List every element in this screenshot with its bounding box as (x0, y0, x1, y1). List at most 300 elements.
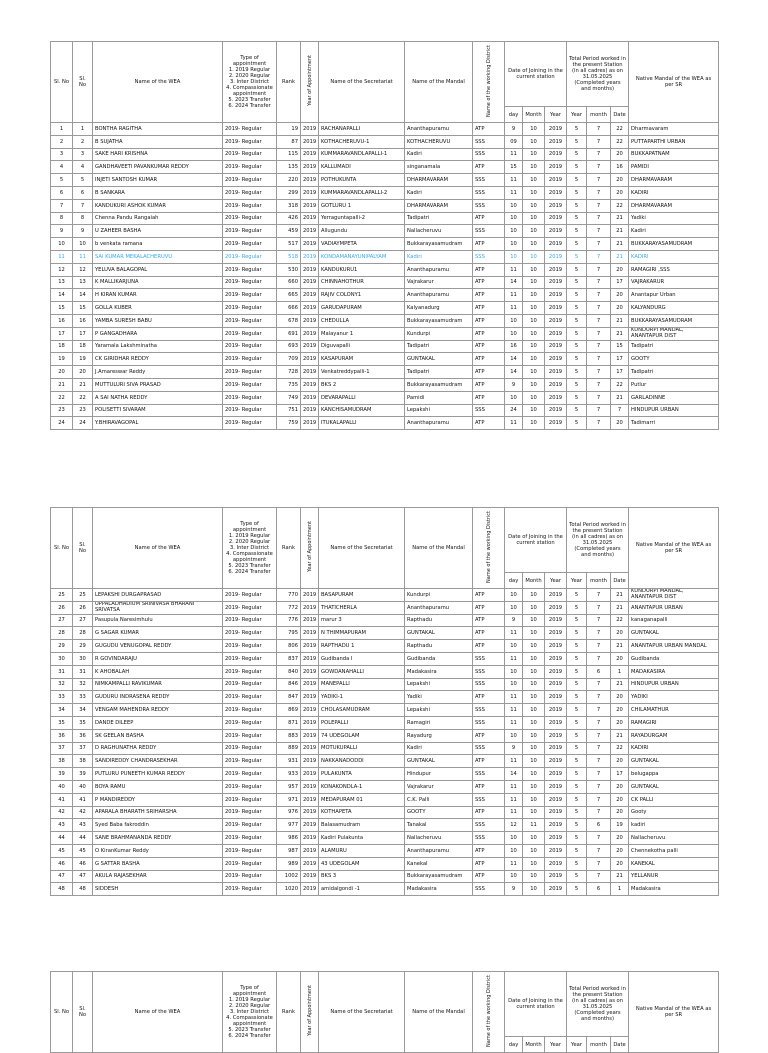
table-cell: 735 (277, 378, 301, 391)
table-cell: SSS (473, 704, 505, 717)
col-district (473, 508, 505, 589)
table-cell: Tadipatri (629, 340, 719, 353)
table-cell: THATICHERLA (319, 601, 405, 614)
table-row (51, 263, 719, 276)
table-cell: 7 (587, 314, 611, 327)
table-cell: 21 (611, 601, 629, 614)
table-cell: Nallacheruvu (629, 832, 719, 845)
table-cell: KADIRI (629, 186, 719, 199)
table-cell: 2019 (545, 704, 567, 717)
table-cell: 5 (51, 174, 73, 187)
table-cell: NIMKAMPALLI RAVIKUMAR (93, 678, 223, 691)
table-cell: 2019 (301, 614, 319, 627)
table-cell: POLISETTI SIVARAM (93, 404, 223, 417)
table-header (51, 42, 719, 123)
table-cell: ATP (473, 589, 505, 602)
table-cell: 5 (567, 665, 587, 678)
table-cell: 10 (523, 250, 545, 263)
table-row (51, 716, 719, 729)
table-cell: KALYANDURG (629, 302, 719, 315)
table-cell: 2019- Regular (223, 340, 277, 353)
table-cell: 2019 (301, 135, 319, 148)
table-cell: 2019- Regular (223, 780, 277, 793)
table-cell: GUNTAKAL (629, 627, 719, 640)
table-cell: 2019 (545, 793, 567, 806)
table-cell: 2019- Regular (223, 729, 277, 742)
table-cell: 2019 (301, 678, 319, 691)
table-cell: 2019 (301, 652, 319, 665)
table-cell: 10 (523, 135, 545, 148)
col-sl-no: Sl. No (51, 42, 73, 123)
table-cell: DHARMAVARAM (629, 174, 719, 187)
col-sl-no-2: Sl. No (73, 508, 93, 589)
table-row (51, 417, 719, 430)
table-cell: 21 (611, 729, 629, 742)
table-cell: 11 (505, 263, 523, 276)
table-cell: 931 (277, 755, 301, 768)
table-cell: 2019- Regular (223, 844, 277, 857)
table-row (51, 250, 719, 263)
table-cell: 2019- Regular (223, 391, 277, 404)
table-cell: 2019- Regular (223, 614, 277, 627)
table-cell: 2019 (545, 135, 567, 148)
table-cell: 2019- Regular (223, 314, 277, 327)
table-cell: 2019 (301, 212, 319, 225)
table-cell: 7 (587, 601, 611, 614)
table-cell: 6 (587, 819, 611, 832)
table-cell: 27 (73, 614, 93, 627)
table-cell: MANEPALLI (319, 678, 405, 691)
table-cell: 2019- Regular (223, 174, 277, 187)
table-cell: 5 (567, 289, 587, 302)
table-cell: 28 (73, 627, 93, 640)
table-row (51, 135, 719, 148)
table-cell: 14 (51, 289, 73, 302)
table-cell: 5 (567, 844, 587, 857)
table-cell: 7 (587, 353, 611, 366)
table-cell: 10 (523, 780, 545, 793)
table-cell: ATP (473, 353, 505, 366)
table-cell: 2019 (301, 768, 319, 781)
table-cell: 2019 (545, 353, 567, 366)
table-row (51, 704, 719, 717)
table-cell: KONAKONDLA-1 (319, 780, 405, 793)
table-cell: SSS (473, 174, 505, 187)
table-cell: 14 (505, 276, 523, 289)
table-cell: 39 (51, 768, 73, 781)
table-cell: 36 (73, 729, 93, 742)
table-cell: 2019 (301, 627, 319, 640)
table-cell: 5 (567, 238, 587, 251)
table-cell: 5 (567, 768, 587, 781)
table-cell: 5 (567, 704, 587, 717)
table-cell: 2019 (301, 314, 319, 327)
table-cell: 2019- Regular (223, 417, 277, 430)
table-cell: 22 (611, 135, 629, 148)
table-cell: 74 UDEGOLAM (319, 729, 405, 742)
table-cell: 2019 (301, 601, 319, 614)
col-appointment (223, 972, 277, 1053)
table-cell: 2019 (301, 417, 319, 430)
table-cell: SSS (473, 665, 505, 678)
table-cell: 11 (505, 148, 523, 161)
table-cell: CHILAMATHUR (629, 704, 719, 717)
table-cell: 29 (51, 640, 73, 653)
table-cell: 2019 (301, 742, 319, 755)
col-date-joining: Date of Joining in the current station (505, 42, 567, 107)
table-cell: MEDAPURAM 01 (319, 793, 405, 806)
table-cell: 5 (567, 832, 587, 845)
table-cell: ATP (473, 263, 505, 276)
col-appointment (223, 42, 277, 123)
col-year-appointment (301, 42, 319, 123)
table-cell: KUNDURPI MANDAL, ANANTAPUR DIST (629, 589, 719, 602)
table-cell: 5 (567, 755, 587, 768)
table-cell: 10 (523, 123, 545, 136)
table-cell: 17 (73, 327, 93, 340)
table-cell: ANANTAPUR URBAN MANDAL (629, 640, 719, 653)
table-cell: POTHUKUNTA (319, 174, 405, 187)
table-cell: 7 (587, 123, 611, 136)
table-cell: 2019- Regular (223, 857, 277, 870)
table-cell: 33 (51, 691, 73, 704)
table-cell: 10 (523, 378, 545, 391)
table-cell: belugappa (629, 768, 719, 781)
table-cell: SSS (473, 186, 505, 199)
table-cell: 22 (611, 614, 629, 627)
col-rank: Rank (277, 42, 301, 123)
table-cell: 39 (73, 768, 93, 781)
table-cell: Kadiri (405, 186, 473, 199)
table-cell: C.K. Palli (405, 793, 473, 806)
table-cell: 10 (523, 340, 545, 353)
table-cell: 840 (277, 665, 301, 678)
table-cell: PAMIDI (629, 161, 719, 174)
table-row (51, 186, 719, 199)
table-cell: 7 (587, 844, 611, 857)
table-cell: 20 (611, 780, 629, 793)
table-cell: Kalyanadurg (405, 302, 473, 315)
table-body (51, 123, 719, 430)
table-cell: 14 (505, 366, 523, 379)
table-cell: 2019 (545, 627, 567, 640)
table-cell: BASAPURAM (319, 589, 405, 602)
table-cell: SSS (473, 768, 505, 781)
table-cell: Malayanur 1 (319, 327, 405, 340)
table-cell: Kundurpi (405, 589, 473, 602)
table-cell: 10 (73, 238, 93, 251)
col-year-appointment (301, 508, 319, 589)
table-cell: 977 (277, 819, 301, 832)
table-cell: 10 (523, 289, 545, 302)
table-cell: 24 (51, 417, 73, 430)
table-cell: 10 (505, 327, 523, 340)
table-cell: 5 (567, 417, 587, 430)
col-year: Year (545, 107, 567, 123)
table-cell: SSS (473, 250, 505, 263)
appointment-line: 3. Inter District (229, 545, 270, 551)
table-cell: 2019 (301, 844, 319, 857)
table-cell: 7 (587, 148, 611, 161)
table-cell: 10 (523, 302, 545, 315)
table-cell: 9 (505, 614, 523, 627)
table-cell: 22 (611, 742, 629, 755)
table-cell: 115 (277, 148, 301, 161)
table-cell: 14 (505, 768, 523, 781)
table-cell: 20 (611, 417, 629, 430)
col-tp-month: month (587, 107, 611, 123)
table-cell: 14 (505, 353, 523, 366)
table-page-2 (50, 507, 718, 896)
appointment-line: 1. 2019 Regular (228, 997, 271, 1003)
table-cell: 10 (523, 589, 545, 602)
table-cell: SSS (473, 404, 505, 417)
table-row (51, 276, 719, 289)
table-cell: CHINNAHOTHUR (319, 276, 405, 289)
table-cell: Tadipatri (405, 212, 473, 225)
col-day: day (505, 1037, 523, 1053)
table-cell: 21 (611, 327, 629, 340)
table-cell: 3 (51, 148, 73, 161)
table-cell: 23 (73, 404, 93, 417)
table-cell: SSS (473, 793, 505, 806)
table-cell: 2019 (545, 640, 567, 653)
table-cell: ATP (473, 417, 505, 430)
table-cell: 135 (277, 161, 301, 174)
col-mandal: Name of the Mandal (405, 972, 473, 1053)
table-cell: 16 (505, 340, 523, 353)
table-cell: 2019 (301, 225, 319, 238)
table-cell: 2019 (545, 832, 567, 845)
table-row (51, 212, 719, 225)
table-cell: Syed Baba fakroddin (93, 819, 223, 832)
table-cell: 5 (567, 250, 587, 263)
table-cell: KANDUKURI ASHOK KUMAR (93, 199, 223, 212)
table-row (51, 340, 719, 353)
table-cell: 11 (505, 806, 523, 819)
table-cell: 11 (523, 819, 545, 832)
table-cell: 11 (51, 250, 73, 263)
table-cell: 2019 (545, 340, 567, 353)
col-sl-no-2: Sl. No (73, 972, 93, 1053)
table-cell: 87 (277, 135, 301, 148)
table-row (51, 652, 719, 665)
appointment-line: 5. 2023 Transfer (228, 563, 271, 569)
table-cell: 17 (51, 327, 73, 340)
table-cell: Nallacheruvu (405, 225, 473, 238)
table-cell: 22 (611, 378, 629, 391)
table-cell: ATP (473, 391, 505, 404)
appointment-line: 6. 2024 Transfer (228, 1033, 271, 1039)
table-cell: Madakasira (405, 883, 473, 896)
table-row (51, 378, 719, 391)
table-cell: 7 (587, 366, 611, 379)
table-cell: 2019- Regular (223, 691, 277, 704)
table-cell: ATP (473, 302, 505, 315)
table-cell: 5 (567, 780, 587, 793)
col-date-joining: Date of Joining in the current station (505, 508, 567, 573)
table-cell: Gudibanda (405, 652, 473, 665)
col-rank: Rank (277, 972, 301, 1053)
table-cell: 2019 (301, 250, 319, 263)
table-cell: 2019 (301, 691, 319, 704)
table-cell: 2019 (545, 302, 567, 315)
table-cell: SIDDESH (93, 883, 223, 896)
table-cell: 12 (51, 263, 73, 276)
table-cell: Pasupula Naresimhulu (93, 614, 223, 627)
table-row (51, 327, 719, 340)
table-cell: 10 (505, 589, 523, 602)
table-cell: 2019- Regular (223, 793, 277, 806)
appointment-line: 4. Compassionate (226, 551, 273, 557)
table-row (51, 238, 719, 251)
col-day: day (505, 573, 523, 589)
table-cell: 957 (277, 780, 301, 793)
table-cell: 2019- Regular (223, 678, 277, 691)
table-cell: Bukkarayasamudram (405, 238, 473, 251)
table-cell: 7 (587, 589, 611, 602)
table-cell: SK GEELAN BASHA (93, 729, 223, 742)
wea-table (50, 41, 719, 430)
table-cell: 5 (567, 276, 587, 289)
table-cell: KUMMARAVANDLAPALLI-2 (319, 186, 405, 199)
table-cell: 426 (277, 212, 301, 225)
table-cell: 7 (587, 161, 611, 174)
table-cell: 5 (567, 640, 587, 653)
table-cell: kadiri (629, 819, 719, 832)
table-row (51, 793, 719, 806)
table-cell: 2019 (301, 640, 319, 653)
table-cell: 693 (277, 340, 301, 353)
table-cell: 10 (523, 199, 545, 212)
table-cell: Bukkarayasamudram (405, 378, 473, 391)
table-cell: marur 3 (319, 614, 405, 627)
table-cell: SSS (473, 652, 505, 665)
table-cell: 11 (505, 289, 523, 302)
table-cell: Nallacheruvu (405, 832, 473, 845)
table-cell: 42 (51, 806, 73, 819)
col-tp-date: Date (611, 1037, 629, 1053)
table-cell: Lepakshi (405, 404, 473, 417)
table-cell: 2019- Regular (223, 870, 277, 883)
table-cell: Kadiri (405, 742, 473, 755)
year-appointment-label: Year of Appointment (306, 985, 313, 1037)
table-cell: 749 (277, 391, 301, 404)
table-cell: 18 (51, 340, 73, 353)
table-cell: 5 (567, 601, 587, 614)
table-cell: 20 (611, 652, 629, 665)
table-cell: 10 (523, 883, 545, 896)
table-cell: Balasamudram (319, 819, 405, 832)
table-cell: 24 (505, 404, 523, 417)
table-cell: 5 (567, 327, 587, 340)
table-cell: POLEPALLI (319, 716, 405, 729)
table-cell: 22 (611, 123, 629, 136)
table-row (51, 353, 719, 366)
table-cell: 989 (277, 857, 301, 870)
table-cell: 30 (51, 652, 73, 665)
table-cell: ATP (473, 123, 505, 136)
appointment-line: appointment (232, 61, 267, 67)
table-cell: 7 (51, 199, 73, 212)
table-cell: Kadiri (629, 225, 719, 238)
table-cell: 7 (587, 404, 611, 417)
table-cell: GOOTY (629, 353, 719, 366)
table-cell: 35 (73, 716, 93, 729)
table-cell: 7 (587, 704, 611, 717)
table-cell: 5 (73, 174, 93, 187)
table-cell: 846 (277, 678, 301, 691)
table-cell: Rapthadu (405, 640, 473, 653)
table-cell: 7 (611, 404, 629, 417)
table-cell: J.Amareswar Reddy (93, 366, 223, 379)
table-cell: 678 (277, 314, 301, 327)
table-cell: ATP (473, 691, 505, 704)
table-cell: 10 (523, 161, 545, 174)
table-cell: DHARMAVARAM (629, 199, 719, 212)
table-cell: SSS (473, 678, 505, 691)
table-cell: 7 (587, 378, 611, 391)
table-cell: 2 (73, 135, 93, 148)
table-cell: 10 (505, 250, 523, 263)
table-cell: G SAGAR KUMAR (93, 627, 223, 640)
col-tp-year: Year (567, 107, 587, 123)
table-cell: 2019 (545, 716, 567, 729)
col-sl-no: Sl. No (51, 972, 73, 1053)
table-cell: 2019 (545, 366, 567, 379)
table-cell: P GANGADHARA (93, 327, 223, 340)
table-cell: VENGAM MAHENDRA REDDY (93, 704, 223, 717)
table-cell: 26 (51, 601, 73, 614)
table-cell: 7 (587, 691, 611, 704)
table-cell: 1 (73, 123, 93, 136)
table-cell: 5 (567, 652, 587, 665)
table-cell: 20 (611, 844, 629, 857)
table-cell: SSS (473, 883, 505, 896)
table-cell: Anantapur Urban (629, 289, 719, 302)
table-row (51, 678, 719, 691)
table-cell: 2019- Regular (223, 366, 277, 379)
table-cell: Kadiri (405, 148, 473, 161)
table-cell: 2019 (545, 678, 567, 691)
table-cell: 2019- Regular (223, 665, 277, 678)
table-cell: 15 (73, 302, 93, 315)
table-row (51, 742, 719, 755)
table-cell: 2019 (545, 238, 567, 251)
col-total-period: Total Period worked in the present Station (in all cadres) as on 31.05.2025 (Completed years and months) (567, 972, 629, 1037)
col-total-period: Total Period worked in the present Station (in all cadres) as on 31.05.2025 (Completed years and months) (567, 42, 629, 107)
table-header (51, 972, 719, 1053)
table-cell: Gudibanda (629, 652, 719, 665)
table-row (51, 199, 719, 212)
appointment-line: 2. 2020 Regular (228, 73, 271, 79)
table-cell: 5 (567, 353, 587, 366)
table-cell: GUNTAKAL (405, 627, 473, 640)
table-cell: 35 (51, 716, 73, 729)
table-cell: 20 (611, 716, 629, 729)
district-label: Name of the working District (485, 45, 492, 117)
table-cell: 9 (505, 378, 523, 391)
table-cell: 10 (523, 844, 545, 857)
table-cell: 2019- Regular (223, 742, 277, 755)
district-label: Name of the working District (485, 511, 492, 583)
col-tp-year: Year (567, 573, 587, 589)
table-cell: 5 (567, 378, 587, 391)
table-cell: GOOTY (405, 806, 473, 819)
table-cell: 2019- Regular (223, 135, 277, 148)
table-cell: 986 (277, 832, 301, 845)
table-cell: 7 (587, 640, 611, 653)
